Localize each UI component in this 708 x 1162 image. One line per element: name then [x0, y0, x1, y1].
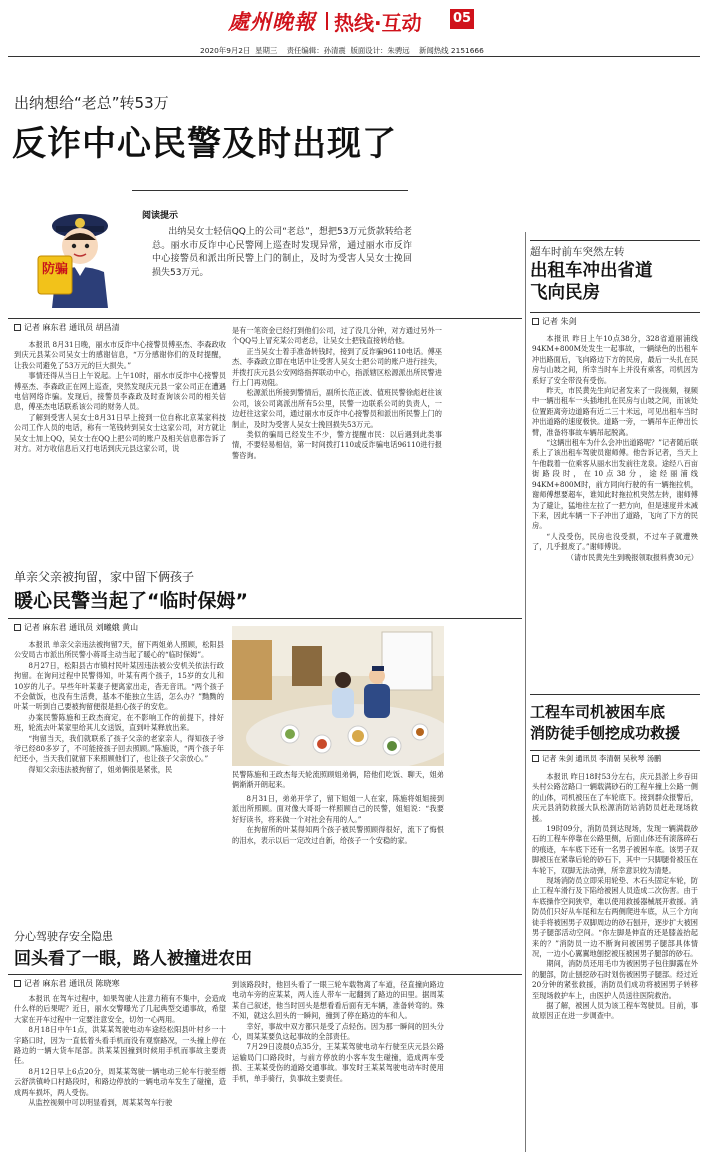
- sidebar-paragraph: 昨天，市民黄先生向记者发来了一段视频，视频中一辆出租车一头插地扎在民房与山坡之间，而该处位置距离旁边道路有近二三十米远，可见出租车当时冲出道路的速度极快。道路一旁，一辆吊车正伸出长臂，准备将事故车辆吊起脱离。: [532, 386, 698, 437]
- story3-paragraph: 幸好，事故中双方都只是受了点轻伤。因为那一瞬间的回头分心，周某某要负这起事故的全部责任。: [232, 1021, 444, 1042]
- sidebar2-byline-text: 记者 朱剑 通讯员 李清朝 吴秋琴 汤鹏: [542, 754, 662, 763]
- story3-paragraph: 8月18日中午1点，洪某某驾驶电动车途经松阳县叶村乡一十字路口时，因为一直低着头看手机而没有观察路况，一头撞上停在路边的一辆大货车尾部。洪某某因撞到时候用手机而事故主要责任。: [14, 1025, 226, 1066]
- sidebar2-paragraph: 19时09分，消防员到达现场，发现一辆满载砂石的工程车停靠在公路里侧，后面山体还有滚落碎石的痕迹，车车底下还有一名男子被困车底。该男子双脚被压在紧靠后轮的砂石下，其中一只脚腿骨被压在车轮下，双脚无法动弹，所幸意识较为清楚。: [532, 824, 698, 875]
- sidebar2-paragraph: 期间，消防员还用毛巾为被困男子包住脚露在外的腿部，防止刨挖砂石时划伤被困男子腿部。经过近20分钟的紧张救援，消防员们成功将被困男子转移至现场救护车上，由医护人员送往医院救治。: [532, 959, 698, 1000]
- main-paragraph: 松源派出所接到警情后，副所长范正波、值班民警徐彪赶往该公司，该公司离派出所有5公里，民警一边联系公司的负责人，一边赶往这家公司，通过丽水市反诈中心接警员和派出所民警上门的制止，及时为受害人吴女士挽回损失53万元。: [232, 388, 442, 429]
- story2-paragraph: 8月31日，弟弟开学了，留下姐姐一人在家，陈施将姐姐接到派出所照顾。面对像大哥哥一样照顾自己的民警，姐姐说：“我要好好读书，将来做一个对社会有用的人。”: [232, 794, 444, 824]
- sidebar-byline-rule: [530, 312, 700, 313]
- masthead-info-line: 2020年9月2日 星期三 责任编辑：孙清震 版面设计：朱骋远 新闻热线 2151666: [200, 46, 484, 55]
- story3-headline: 回头看了一眼，路人被撞进农田: [14, 949, 252, 969]
- story3-paragraph: 从监控视频中可以明显看到，周某某驾车行驶: [28, 1098, 173, 1108]
- byline-square-icon: [532, 318, 539, 325]
- story2-byline: [14, 622, 138, 633]
- story2-paragraph: 得知父亲违法被拘留了，姐弟俩很是紧张，民: [28, 764, 173, 774]
- logo-divider: [326, 12, 328, 30]
- story2-paragraph: 办案民警陈施和王政杰商定，在不影响工作的前提下，排好班，轮流去叶某家里给其儿女送饭，直到叶某释放出来。: [14, 712, 224, 733]
- sidebar2-byline-rule: [530, 750, 700, 751]
- police-cartoon-icon: [36, 196, 122, 308]
- story3-column-1: [14, 994, 226, 1108]
- sidebar-headline: 出租车冲出省道 飞向民房: [530, 261, 653, 303]
- anti-fraud-badge: [36, 196, 122, 308]
- main-byline-text: 记者 麻东君 通讯员 胡昌清: [24, 323, 120, 332]
- sidebar-kicker: 超车时前车突然左转: [530, 246, 625, 258]
- sidebar2-byline: [532, 754, 661, 764]
- sidebar2-paragraph: 现场消防员立即采用轮垫、木石头固定车轮，防止工程车滑行及下陷给被困人员造成二次伤害。由于车底操作空间狭窄，难以使用救援器械展开救援。消防员们只好从车尾和左右两侧爬进车底，从三个方向徒手将被困男子双脚周边的砂石刨开，逐步扩大被困男子腿部活动空间。“你左脚是伸直的还是膝盖抬起来的？”消防员一边不断询问被困男子腿部具体情况，一边小心翼翼地刨挖被压被困男子腿部的砂石。: [532, 876, 698, 958]
- story2-kicker: 单亲父亲被拘留，家中留下俩孩子: [14, 570, 195, 584]
- story3-byline-rule: [8, 974, 522, 975]
- main-headline: 反诈中心民警及时出现了: [12, 124, 397, 164]
- section-title: 热线·互动: [334, 11, 422, 35]
- sidebar-byline-text: 记者 朱剑: [542, 317, 577, 326]
- main-paragraph: 是有一笔资金已经打到他们公司，过了没几分钟，对方通过另外一个QQ号上冒充某公司老总，让吴女士把钱直接转给他。: [232, 326, 442, 346]
- badge-text: 防骗: [42, 262, 69, 277]
- page-number-badge: 05: [450, 9, 474, 29]
- main-paragraph: 类似的骗局已经发生不少，警方提醒市民：以后遇到此类事情，不要轻易相信，第一时间拨打110或反诈骗电话96110进行报警咨询。: [232, 430, 442, 460]
- sidebar2-paragraph: 本报讯 昨日18时53分左右，庆元县淤上乡吞田头村公路岔路口一辆载满砂石的工程车撞上公路一侧的山体，司机被压在了车轮底下。接到群众报警后，庆元县消防救援大队松源消防站消防员赶赴现场救援。: [532, 772, 698, 823]
- story2-column-2: [232, 794, 444, 846]
- sidebar2-body: [532, 772, 698, 1022]
- sidebar2-top-rule: [530, 694, 700, 695]
- sidebar-byline: [532, 316, 577, 327]
- guide-text: 出纳吴女士轻信QQ上的公司“老总”，想把53万元货款转给老总。丽水市反诈中心民警网上巡查时发现异常，通过丽水市反诈中心接警员和派出所民警上门的制止，及时为受害人吴女士挽回损失53万元。: [152, 227, 412, 278]
- story3-byline-text: 记者 麻东君 通讯员 陈晓寒: [24, 979, 120, 988]
- story3-paragraph: 到该路段时，他回头看了一眼三轮车载物离了车道，径直撞向路边电动车旁的应某某，两人连人带车一起翻到了路边的田里。据周某某自己叙述，他当时回头是想看看后面有无车辆，准备转弯的。殊不知，就这么回头的一瞬间，撞到了停在路边的车和人。: [232, 980, 444, 1021]
- main-column-2: [232, 326, 442, 461]
- main-paragraph: 了解到受害人吴女士8月31日早上接到一位自称北京某家科技公司工作人员的电话，称有一笔钱转到吴女士这家公司，对方就让吴女士加上QQ，吴女士在QQ上把公司的账户及相关信息都告诉了对方。对方收信息后又打电话到庆元县这家公司，说: [14, 412, 226, 454]
- story3-paragraph: 7月29日凌晨0点35分，王某某驾驶电动车行驶至庆元县公路运输局门口路段时，与前方停放的小客车发生碰撞，造成两车受损、王某某受伤的道路交通事故。事发时王某某驾驶电动车时使用手机，单手骑行，负事故主要责任。: [232, 1042, 444, 1083]
- sidebar2-headline: 工程车司机被困车底 消防徒手刨挖成功救援: [530, 703, 681, 742]
- story2-photo-caption: 民警陈施和王政杰每天轮流照顾姐弟俩，陪他们吃饭、聊天，姐弟俩渐渐开朗起来。: [232, 770, 444, 790]
- main-byline-rule: [8, 318, 522, 319]
- sidebar-reward-note: （请市民黄先生到晚报领取报料费30元）: [566, 552, 698, 562]
- story3-paragraph: 8月12日早上6点20分，周某某驾驶一辆电动三轮车行驶至缙云舒洪镇岭口村路段时，和路边停放的一辆电动车发生了碰撞，造成两车损坏，两人受伤。: [14, 1066, 226, 1097]
- guide-top-rule: [132, 190, 408, 191]
- dining-scene-photo: [232, 626, 444, 766]
- sidebar-paragraph: “人没受伤，民房也没受损，不过车子就遭殃了，几乎报废了。”谢师傅说。: [532, 531, 698, 552]
- byline-square-icon: [532, 755, 539, 762]
- sidebar-top-rule: [530, 240, 700, 241]
- story3-byline: [14, 978, 120, 989]
- story2-byline-text: 记者 麻东君 通讯员 刘曦娥 黄山: [24, 623, 139, 632]
- story2-headline: 暖心民警当起了“临时保姆”: [14, 590, 248, 612]
- masthead-rule: [8, 56, 700, 57]
- byline-square-icon: [14, 324, 21, 331]
- sidebar2-paragraph: 据了解，被困人员为该工程车驾驶员。目前，事故原因正在进一步调查中。: [532, 1000, 698, 1021]
- masthead: [0, 0, 708, 55]
- main-kicker: 出纳想给“老总”转53万: [14, 94, 169, 112]
- story2-paragraph: 本报讯 单亲父亲违法被拘留7天，留下两姐弟人照顾，松阳县公安局古市派出所民警小蒋哥主动当起了暖心的“临时保姆”。: [14, 640, 224, 660]
- story3-paragraph: 本报讯 在驾车过程中，如果驾驶人注意力稍有不集中，会造成什么样的后果呢？近日，丽水交警曝光了几起典型交通事故，希望大家在开车过程中一定要注意安全，切勿一心两用。: [14, 994, 226, 1024]
- byline-square-icon: [14, 980, 21, 987]
- story3-column-2: [232, 980, 444, 1084]
- story2-byline-rule: [8, 618, 522, 619]
- sidebar-body: [532, 334, 698, 563]
- byline-square-icon: [14, 624, 21, 631]
- story3-kicker: 分心驾驶存安全隐患: [14, 930, 113, 943]
- sidebar-paragraph: 本报讯 昨日上午10点38分，328省道丽浦线94KM+800M处发生一起事故，一辆绿色的出租车冲出路面后，飞向路边下方的民房，最后一头扎在民房与山坡之间，所幸当时车上并没有乘客，司机因为系好了安全带没有受伤。: [532, 334, 698, 385]
- sidebar-divider: [525, 232, 526, 1152]
- story2-paragraph: 8月27日，松阳县古市镇村民叶某因违法被公安机关依法行政拘留。在询问过程中民警得知，叶某有两个孩子，15岁的女儿和10岁的儿子。早些年叶某妻子便离家出走，杳无音讯。“两个孩子不会做饭，也没有生活费，基本不能独立生活，怎么办？”黝黝的叶某一听到自己要被拘留便很是担心孩子的安危。: [14, 660, 224, 712]
- main-paragraph: 正当吴女士着手准备转钱时，接到了反诈骗96110电话。傅巫杰、李森政立即在电话中让受害人吴女士把公司的账户进行挂失，并拨打庆元县公安网络指挥联动中心，指派辖区松源派出所民警进行上门再劝阻。: [232, 346, 442, 388]
- story2-paragraph: “拘留当天，我们就联系了孩子父亲的老家亲人，得知孩子爷爷已经80多岁了，不可能接孩子回去照顾。”陈施说，“两个孩子年纪还小，当天我们就留下来照顾他们了，也让孩子父亲放心。”: [14, 733, 224, 764]
- story2-photo: [232, 626, 444, 766]
- main-paragraph: 事情还得从当日上午说起。上午10时，丽水市反诈中心接警员傅巫杰、李森政正在网上巡查，突然发现庆元县一家公司正在遭遇电信网络诈骗。发现后，接警员李森政及时查询该公司的相关信息，傅巫杰电话联系该公司的财务人员。: [14, 371, 226, 412]
- story2-column-1: [14, 640, 224, 775]
- sidebar-paragraph: “这辆出租车为什么会冲出道路呢？”记者随后联系上了该出租车驾驶员谢师傅。他告诉记者，当天上午他载着一位乘客从丽水出发前往龙泉。途经八百亩街路段时，在10点38分，途经丽浦线94KM+800M时，前方同向行驶的有一辆拖拉机，谢师傅想要超车，谁知此时拖拉机突然左转，谢师傅为了避让，猛地往左拉了一把方向，但是速度并未减下来，因此车辆一下子冲出了道路，飞向了下方的民房。: [532, 438, 698, 531]
- main-column-1: [14, 340, 226, 454]
- main-byline: [14, 322, 120, 333]
- newspaper-logo: 處州晚報: [228, 9, 316, 34]
- main-paragraph: 本报讯 8月31日晚，丽水市反诈中心接警员傅巫杰、李森政收到庆元县某公司吴女士的感谢信息，“万分感谢你们的及时提醒，让我公司避免了53万元的巨大损失。”: [14, 340, 226, 370]
- guide-label: 阅读提示: [142, 211, 179, 221]
- story2-paragraph: 在拘留所的叶某得知两个孩子被民警照顾得很好，流下了悔恨的泪水，表示以后一定改过自新，给孩子一个安稳的家。: [232, 825, 444, 845]
